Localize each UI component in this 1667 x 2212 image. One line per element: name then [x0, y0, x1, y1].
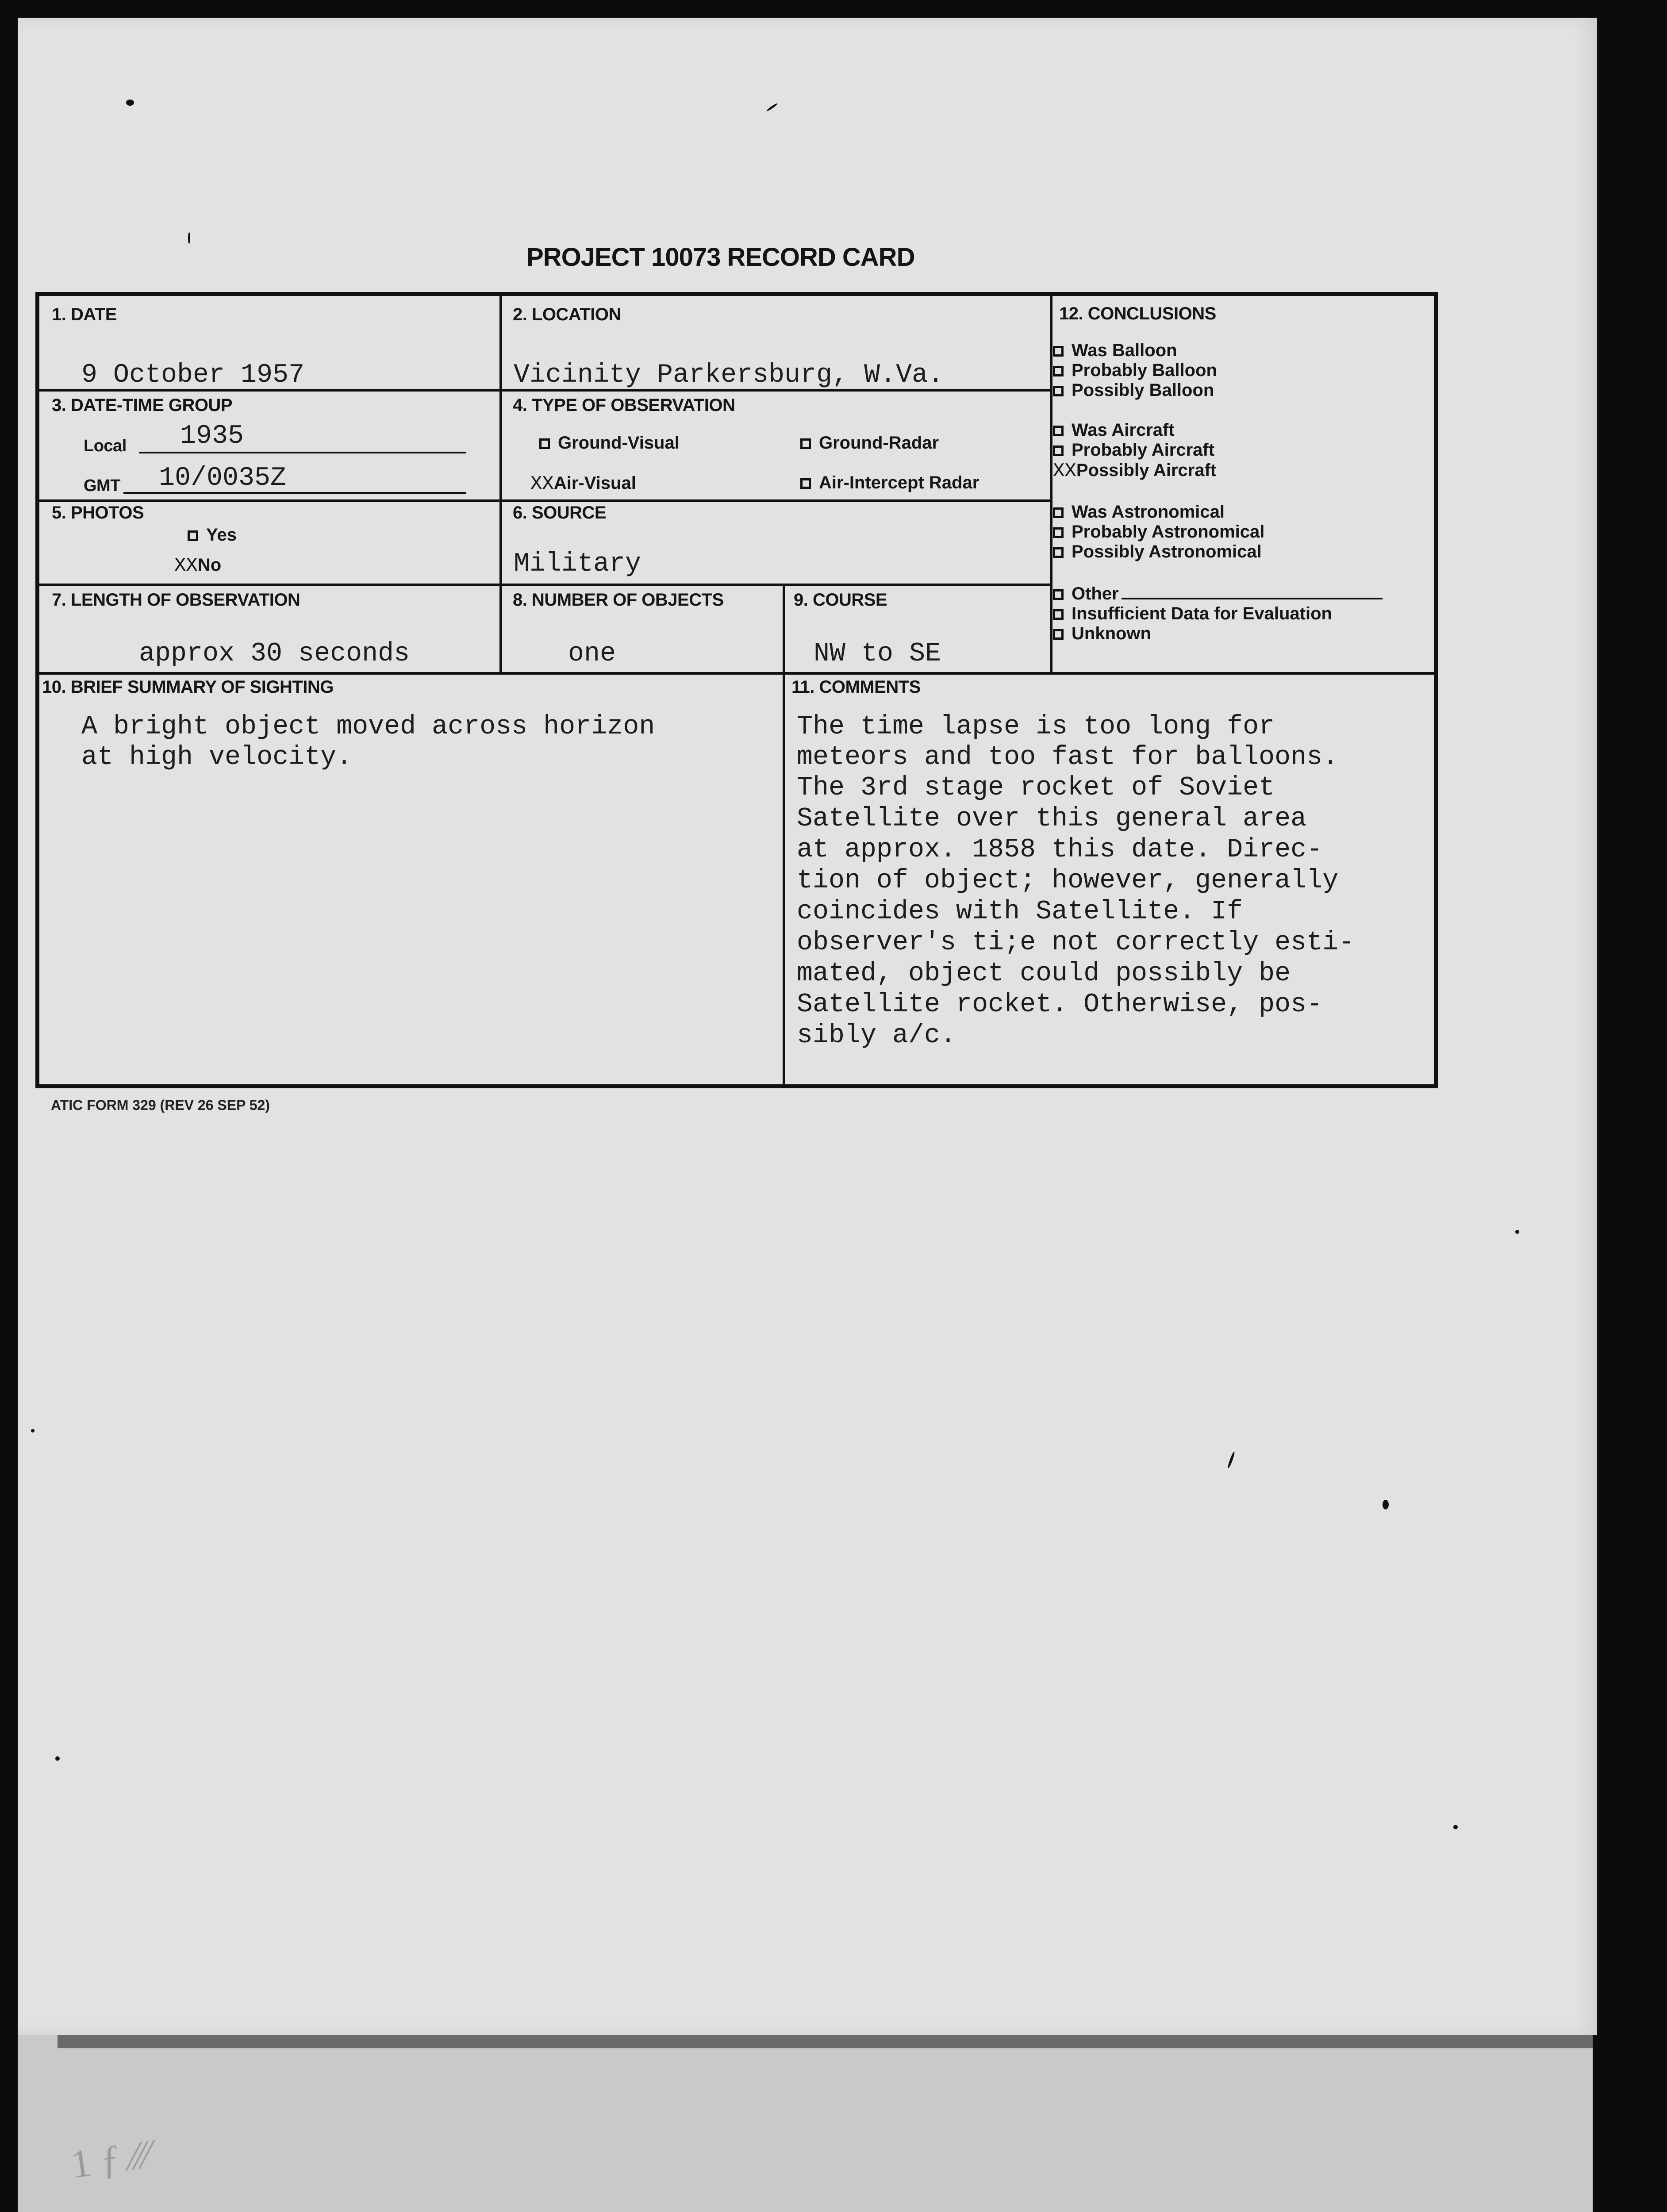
course-label: 9. COURSE	[794, 590, 887, 610]
comment-line: The time lapse is too long for	[797, 712, 1275, 742]
conclusion-possibly-aircraft: XXPossibly Aircraft	[1053, 460, 1217, 482]
checkbox-was-balloon	[1053, 346, 1064, 357]
conclusion-unknown: Unknown	[1053, 624, 1151, 644]
checkbox-unknown	[1053, 629, 1064, 640]
other-blank-line	[1122, 598, 1383, 599]
checkbox-probably-astronomical	[1053, 527, 1064, 538]
checkbox-possibly-astronomical	[1053, 547, 1064, 558]
checkbox-photos-yes	[188, 530, 198, 541]
obs-type-label: 4. TYPE OF OBSERVATION	[513, 396, 735, 415]
comment-line: tion of object; however, generally	[797, 866, 1339, 896]
conclusion-probably-astronomical: Probably Astronomical	[1053, 522, 1264, 542]
checkbox-insufficient-data	[1053, 609, 1064, 620]
underlying-page-marks: 1 ƒ ∕∕∕	[68, 2132, 154, 2187]
dtg-label: 3. DATE-TIME GROUP	[52, 396, 233, 415]
date-value: 9 October 1957	[81, 360, 305, 390]
length-label: 7. LENGTH OF OBSERVATION	[52, 590, 300, 610]
conclusion-probably-balloon: Probably Balloon	[1053, 361, 1217, 380]
comment-line: Satellite rocket. Otherwise, pos-	[797, 990, 1323, 1020]
option-ground-radar: Ground-Radar	[800, 433, 939, 453]
summary-line: at high velocity.	[81, 742, 353, 772]
comment-line: Satellite over this general area	[797, 804, 1307, 834]
conclusion-was-astronomical: Was Astronomical	[1053, 502, 1225, 522]
comment-line: mated, object could possibly be	[797, 959, 1291, 989]
option-ground-visual: Ground-Visual	[539, 433, 680, 453]
option-photos-yes: Yes	[188, 525, 237, 545]
source-value: Military	[514, 549, 641, 579]
comment-line: coincides with Satellite. If	[797, 897, 1243, 927]
checkbox-ground-radar	[800, 438, 811, 449]
length-value: approx 30 seconds	[139, 639, 410, 669]
conclusion-was-balloon: Was Balloon	[1053, 341, 1177, 361]
photos-label: 5. PHOTOS	[52, 503, 144, 522]
course-value: NW to SE	[814, 639, 941, 669]
checkbox-probably-aircraft	[1053, 445, 1064, 456]
comment-line: meteors and too fast for balloons.	[797, 742, 1339, 772]
conclusion-possibly-astronomical: Possibly Astronomical	[1053, 542, 1262, 562]
underlying-page	[18, 2035, 1593, 2212]
possibly-aircraft-check-mark: XX	[1053, 460, 1076, 482]
summary-label: 10. BRIEF SUMMARY OF SIGHTING	[42, 677, 334, 697]
location-label: 2. LOCATION	[513, 305, 621, 324]
checkbox-ground-visual	[539, 438, 550, 449]
num-objects-label: 8. NUMBER OF OBJECTS	[513, 590, 724, 610]
local-time-value: 1935	[180, 421, 244, 451]
conclusion-probably-aircraft: Probably Aircraft	[1053, 440, 1214, 460]
conclusions-label: 12. CONCLUSIONS	[1059, 304, 1216, 323]
local-label: Local	[84, 437, 127, 455]
conclusion-insufficient-data: Insufficient Data for Evaluation	[1053, 604, 1332, 624]
comment-line: The 3rd stage rocket of Soviet	[797, 773, 1275, 803]
checkbox-other	[1053, 589, 1064, 600]
comment-line: at approx. 1858 this date. Direc-	[797, 835, 1323, 865]
option-air-intercept-radar: Air-Intercept Radar	[800, 473, 979, 493]
conclusion-was-aircraft: Was Aircraft	[1053, 420, 1175, 440]
checkbox-air-intercept-radar	[800, 478, 811, 489]
option-photos-no: XXNo	[174, 555, 222, 577]
num-objects-value: one	[568, 639, 616, 669]
checkbox-probably-balloon	[1053, 366, 1064, 376]
record-card-form	[35, 292, 1438, 1088]
form-number: ATIC FORM 329 (REV 26 SEP 52)	[51, 1097, 270, 1113]
conclusion-other: Other	[1053, 584, 1383, 604]
comments-label: 11. COMMENTS	[791, 677, 921, 697]
comment-line: sibly a/c.	[797, 1021, 956, 1051]
checkbox-possibly-balloon	[1053, 386, 1064, 396]
date-label: 1. DATE	[52, 305, 117, 324]
source-label: 6. SOURCE	[513, 503, 607, 522]
conclusion-possibly-balloon: Possibly Balloon	[1053, 380, 1214, 400]
card-title: PROJECT 10073 RECORD CARD	[526, 243, 915, 272]
location-value: Vicinity Parkersburg, W.Va.	[514, 360, 944, 390]
comment-line: observer's ti;e not correctly esti-	[797, 928, 1355, 958]
summary-line: A bright object moved across horizon	[81, 712, 655, 742]
gmt-label: GMT	[84, 476, 120, 495]
checkbox-was-aircraft	[1053, 426, 1064, 436]
gmt-time-value: 10/0035Z	[159, 463, 287, 493]
photos-no-check-mark: XX	[174, 555, 198, 577]
checkbox-was-astronomical	[1053, 507, 1064, 518]
option-air-visual: XXAir-Visual	[530, 473, 636, 495]
air-visual-check-mark: XX	[530, 473, 554, 495]
